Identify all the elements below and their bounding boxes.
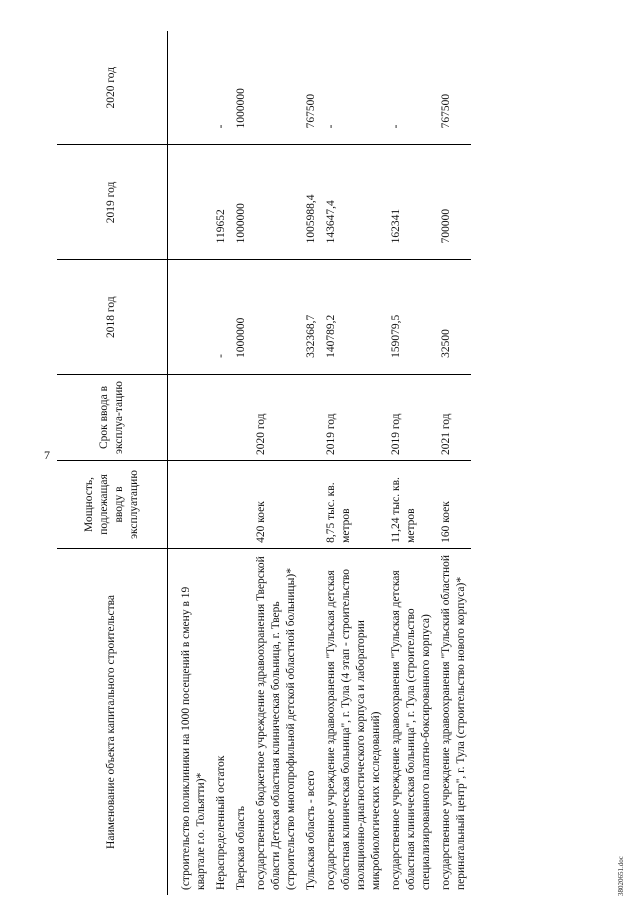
term-cell: 2019 год <box>321 374 386 460</box>
object-name-cell: государственное учреждение здравоохранения "Тульская детская областная клиническая больница", г. Тула (4 этап - строительство изоляционно-диагностического корпуса и лаборатории микробиологических исследований) <box>321 548 386 895</box>
table-row <box>301 31 321 895</box>
term-cell: 2019 год <box>386 374 436 460</box>
object-name-cell: государственное бюджетное учреждение здравоохранения Тверской области Детская областная клиническая больница, г. Тверь (строительство многопрофильной детской областной больницы)* <box>251 548 301 895</box>
table-header-row <box>57 31 167 895</box>
value-2020-cell <box>251 31 301 145</box>
capacity-cell: 160 коек <box>436 461 471 549</box>
value-2018-cell: 1000000 <box>231 260 251 375</box>
term-cell <box>301 374 321 460</box>
value-2020-cell: - <box>321 31 386 145</box>
header-year-2018: 2018 год <box>57 260 167 375</box>
value-2019-cell: 1000000 <box>231 145 251 260</box>
capacity-cell: 420 коек <box>251 461 301 549</box>
table-row <box>386 31 436 895</box>
value-2018-cell <box>176 260 211 375</box>
value-2018-cell: 332368,7 <box>301 260 321 375</box>
value-2018-cell: 159079,5 <box>386 260 436 375</box>
table-row <box>231 31 251 895</box>
value-2018-cell: 140789,2 <box>321 260 386 375</box>
capacity-cell <box>301 461 321 549</box>
header-commissioning-term: Срок ввода в эксплуа-тацию <box>57 374 167 460</box>
header-year-2020: 2020 год <box>57 31 167 145</box>
object-name-cell: Тульская область - всего <box>301 548 321 895</box>
object-name-cell: (строительство поликлиники на 1000 посещений в смену в 19 квартале г.о. Тольятти)* <box>176 548 211 895</box>
value-2020-cell: 767500 <box>301 31 321 145</box>
capital-construction-table <box>57 31 471 895</box>
header-capacity: Мощность, подлежащая вводу в эксплуатацию <box>57 461 167 549</box>
value-2018-cell: 32500 <box>436 260 471 375</box>
value-2019-cell <box>176 145 211 260</box>
value-2019-cell: 1005988,4 <box>301 145 321 260</box>
value-2018-cell <box>251 260 301 375</box>
object-name-cell: Тверская область <box>231 548 251 895</box>
value-2020-cell: - <box>211 31 231 145</box>
term-cell <box>231 374 251 460</box>
value-2019-cell: 119652 <box>211 145 231 260</box>
value-2020-cell: 1000000 <box>231 31 251 145</box>
value-2020-cell: 767500 <box>436 31 471 145</box>
value-2018-cell: - <box>211 260 231 375</box>
page-number: 7 <box>44 448 50 462</box>
term-cell <box>176 374 211 460</box>
term-cell <box>211 374 231 460</box>
capacity-cell: 11,24 тыс. кв. метров <box>386 461 436 549</box>
table-row <box>176 31 211 895</box>
document-code: 38020651.doc <box>617 856 625 896</box>
term-cell: 2021 год <box>436 374 471 460</box>
capacity-cell <box>231 461 251 549</box>
table-row <box>211 31 231 895</box>
value-2019-cell: 143647,4 <box>321 145 386 260</box>
value-2020-cell: - <box>386 31 436 145</box>
object-name-cell: Нераспределенный остаток <box>211 548 231 895</box>
table-row <box>251 31 301 895</box>
term-cell: 2020 год <box>251 374 301 460</box>
capacity-cell: 8,75 тыс. кв. метров <box>321 461 386 549</box>
capital-construction-table-container <box>57 31 577 895</box>
header-year-2019: 2019 год <box>57 145 167 260</box>
value-2019-cell: 700000 <box>436 145 471 260</box>
object-name-cell: государственное учреждение здравоохранения "Тульская детская областная клиническая больница", г. Тула (строительство специализированного палатно-боксированного корпуса) <box>386 548 436 895</box>
value-2019-cell <box>251 145 301 260</box>
table-spacer-row <box>167 31 176 895</box>
capacity-cell <box>176 461 211 549</box>
value-2019-cell: 162341 <box>386 145 436 260</box>
capacity-cell <box>211 461 231 549</box>
table-row <box>321 31 386 895</box>
object-name-cell: государственное учреждение здравоохранения "Тульский областной перинатальный центр", г. Тула (строительство нового корпуса)* <box>436 548 471 895</box>
header-object-name: Наименование объекта капитального строительства <box>57 548 167 895</box>
table-row <box>436 31 471 895</box>
value-2020-cell <box>176 31 211 145</box>
